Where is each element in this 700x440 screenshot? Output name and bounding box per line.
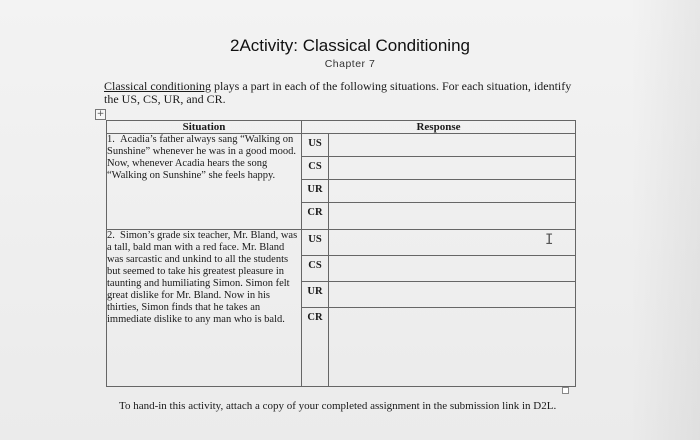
footer-instructions: To hand-in this activity, attach a copy of your completed assignment in the submission link in D2L. <box>119 400 557 412</box>
label-us: US <box>302 134 329 157</box>
situation-2-cell[interactable] <box>107 230 302 387</box>
activity-table <box>106 120 576 387</box>
response-1-us[interactable] <box>329 134 576 157</box>
response-1-ur[interactable] <box>329 180 576 203</box>
situation-1-number: 1. <box>107 134 115 145</box>
response-1-cr[interactable] <box>329 203 576 230</box>
table-row <box>107 230 576 256</box>
situation-1-text: Acadia’s father always sang “Walking on Sunshine” whenever he was in a good mood. Now, whenever Acadia hears the song “Walking on Sunshine” she feels happy. <box>107 134 296 181</box>
intro-term: Classical conditioning <box>104 79 211 93</box>
table-resize-handle[interactable] <box>562 387 569 394</box>
table-row <box>107 134 576 157</box>
label-cr: CR <box>302 203 329 230</box>
situation-1-cell[interactable] <box>107 134 302 230</box>
label-ur: UR <box>302 180 329 203</box>
header-situation: Situation <box>107 121 302 134</box>
response-2-cr[interactable] <box>329 308 576 387</box>
response-2-cs[interactable] <box>329 256 576 282</box>
intro-paragraph <box>104 80 584 106</box>
label-cr: CR <box>302 308 329 387</box>
text-cursor-icon: I <box>545 232 554 248</box>
table-header-row <box>107 121 576 134</box>
intro-text: plays a part in each of the following situations. For each situation, identify the US, CS, UR, and CR. <box>104 79 572 106</box>
table-move-handle-icon[interactable]: + <box>96 109 105 119</box>
response-2-ur[interactable] <box>329 282 576 308</box>
situation-2-number: 2. <box>107 230 115 241</box>
label-cs: CS <box>302 157 329 180</box>
label-us: US <box>302 230 329 256</box>
page-title: 2Activity: Classical Conditioning <box>230 36 470 55</box>
page-subtitle: Chapter 7 <box>324 58 376 70</box>
situation-2-text: Simon’s grade six teacher, Mr. Bland, was a tall, bald man with a red face. Mr. Bland was sarcastic and unkind to all the students but seemed to take his greatest pleasure in taunting and humiliating Simon. Simon felt great dislike for Mr. Bland. Now in his thirties, Simon finds that he takes an immediate dislike to any man who is bald. <box>107 230 298 325</box>
label-cs: CS <box>302 256 329 282</box>
label-ur: UR <box>302 282 329 308</box>
header-response: Response <box>302 121 576 134</box>
response-1-cs[interactable] <box>329 157 576 180</box>
response-2-us[interactable] <box>329 230 576 256</box>
